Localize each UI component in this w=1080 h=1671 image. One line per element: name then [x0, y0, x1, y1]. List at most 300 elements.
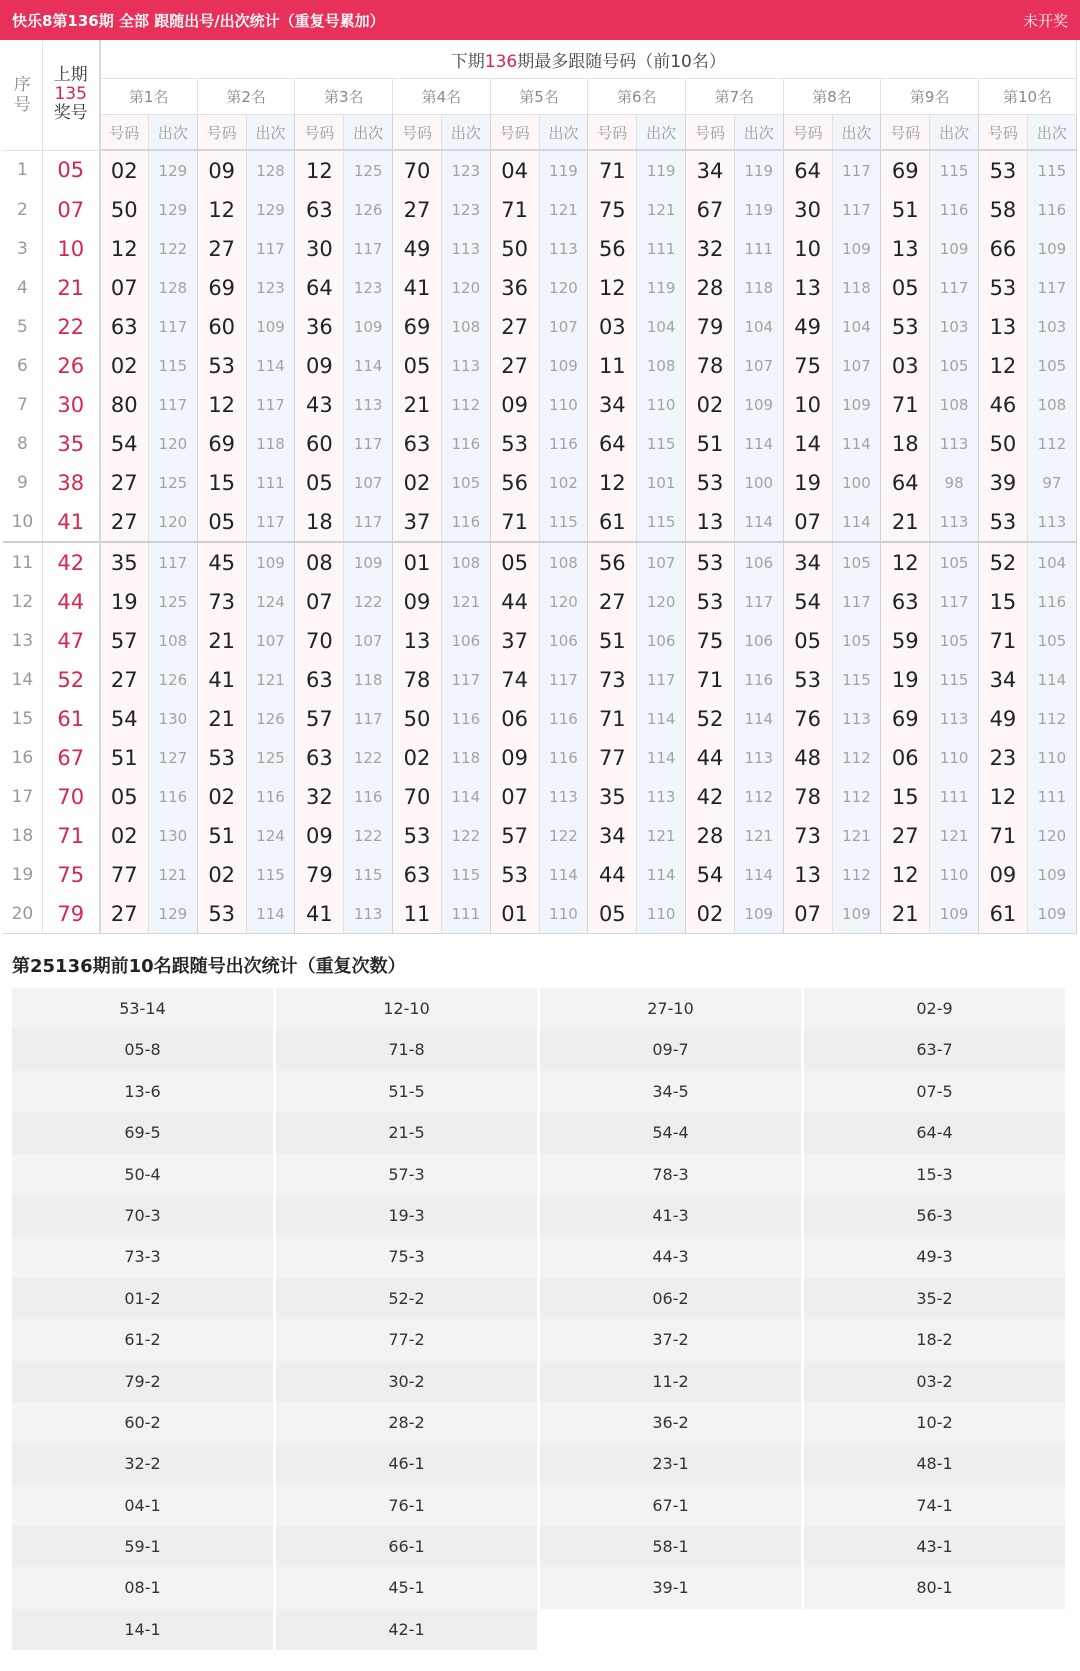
follow-count: 111	[637, 229, 686, 268]
stats-item: 75-3	[276, 1236, 540, 1277]
follow-count: 120	[148, 424, 197, 463]
follow-count: 114	[734, 855, 783, 894]
follow-count: 117	[832, 150, 881, 190]
follow-count: 130	[148, 816, 197, 855]
follow-count: 118	[734, 268, 783, 307]
follow-number: 53	[490, 424, 539, 463]
follow-number: 05	[490, 542, 539, 582]
follow-number: 53	[783, 660, 832, 699]
follow-number: 12	[881, 855, 930, 894]
count-subheader: 出次	[1027, 115, 1076, 151]
follow-number: 75	[588, 190, 637, 229]
follow-number: 05	[295, 463, 344, 502]
follow-count: 114	[539, 855, 588, 894]
follow-count: 126	[344, 190, 393, 229]
follow-count: 120	[539, 268, 588, 307]
follow-count: 116	[441, 699, 490, 738]
follow-number: 54	[686, 855, 735, 894]
stats-item: 39-1	[540, 1567, 804, 1608]
number-subheader: 号码	[588, 115, 637, 151]
row-seq: 5	[3, 307, 42, 346]
stats-item: 32-2	[12, 1443, 276, 1484]
follow-count: 121	[246, 660, 295, 699]
follow-number: 69	[393, 307, 442, 346]
rank-header: 第9名	[881, 79, 979, 115]
follow-number: 60	[295, 424, 344, 463]
follow-number: 05	[197, 502, 246, 542]
follow-number: 12	[197, 385, 246, 424]
follow-count: 122	[344, 738, 393, 777]
follow-number: 53	[881, 307, 930, 346]
follow-number: 66	[979, 229, 1028, 268]
follow-count: 114	[832, 502, 881, 542]
follow-number: 32	[686, 229, 735, 268]
follow-count: 115	[930, 150, 979, 190]
follow-number: 12	[588, 268, 637, 307]
follow-count: 113	[539, 229, 588, 268]
table-row	[3, 660, 1077, 699]
follow-number: 54	[783, 582, 832, 621]
follow-count: 109	[930, 894, 979, 934]
stats-item: 44-3	[540, 1236, 804, 1277]
prev-number: 47	[42, 621, 99, 660]
follow-number: 27	[100, 660, 149, 699]
follow-count: 122	[441, 816, 490, 855]
follow-count: 120	[1027, 816, 1076, 855]
follow-count: 117	[246, 229, 295, 268]
follow-count: 112	[441, 385, 490, 424]
prev-number: 38	[42, 463, 99, 502]
follow-number: 63	[393, 855, 442, 894]
stats-item: 36-2	[540, 1402, 804, 1443]
stats-item: 05-8	[12, 1029, 276, 1070]
rank-header: 第3名	[295, 79, 393, 115]
follow-number: 69	[881, 699, 930, 738]
follow-count: 117	[344, 699, 393, 738]
stats-item: 34-5	[540, 1071, 804, 1112]
stats-item: 21-5	[276, 1112, 540, 1153]
follow-number: 34	[979, 660, 1028, 699]
follow-count: 120	[441, 268, 490, 307]
follow-number: 77	[100, 855, 149, 894]
stats-item: 80-1	[804, 1567, 1068, 1608]
follow-number: 02	[393, 738, 442, 777]
follow-count: 117	[539, 660, 588, 699]
follow-number: 09	[979, 855, 1028, 894]
prev-number: 21	[42, 268, 99, 307]
follow-count: 121	[539, 190, 588, 229]
row-seq: 15	[3, 699, 42, 738]
follow-number: 05	[881, 268, 930, 307]
follow-count: 125	[344, 150, 393, 190]
follow-number: 35	[100, 542, 149, 582]
prev-number: 30	[42, 385, 99, 424]
follow-number: 36	[490, 268, 539, 307]
follow-count: 105	[441, 463, 490, 502]
follow-count: 106	[734, 542, 783, 582]
stats-grid	[12, 988, 1068, 1650]
table-row	[3, 190, 1077, 229]
rank-header: 第7名	[686, 79, 784, 115]
stats-item: 02-9	[804, 988, 1068, 1029]
stats-item: 69-5	[12, 1112, 276, 1153]
follow-count: 110	[637, 894, 686, 934]
follow-count: 117	[930, 268, 979, 307]
follow-count: 101	[637, 463, 686, 502]
follow-count: 105	[1027, 346, 1076, 385]
follow-number: 63	[295, 738, 344, 777]
follow-number: 57	[490, 816, 539, 855]
follow-number: 13	[979, 307, 1028, 346]
follow-number: 77	[588, 738, 637, 777]
follow-number: 09	[295, 346, 344, 385]
follow-number: 13	[783, 268, 832, 307]
count-subheader: 出次	[441, 115, 490, 151]
follow-count: 111	[441, 894, 490, 934]
stats-item: 19-3	[276, 1195, 540, 1236]
count-subheader: 出次	[344, 115, 393, 151]
follow-number: 53	[686, 463, 735, 502]
prev-number: 26	[42, 346, 99, 385]
follow-number: 02	[100, 816, 149, 855]
follow-count: 118	[246, 424, 295, 463]
follow-count: 115	[930, 660, 979, 699]
follow-count: 109	[344, 542, 393, 582]
stats-item: 13-6	[12, 1071, 276, 1112]
follow-number: 70	[393, 777, 442, 816]
stats-item: 77-2	[276, 1319, 540, 1360]
follow-count: 111	[930, 777, 979, 816]
number-subheader: 号码	[979, 115, 1028, 151]
follow-number: 52	[979, 542, 1028, 582]
follow-count: 109	[832, 385, 881, 424]
rank-header: 第6名	[588, 79, 686, 115]
follow-number: 02	[100, 346, 149, 385]
table-row	[3, 894, 1077, 934]
follow-number: 01	[393, 542, 442, 582]
follow-number: 41	[197, 660, 246, 699]
follow-number: 50	[100, 190, 149, 229]
follow-count: 112	[1027, 699, 1076, 738]
follow-number: 49	[979, 699, 1028, 738]
follow-count: 107	[344, 463, 393, 502]
follow-number: 01	[490, 894, 539, 934]
table-row	[3, 150, 1077, 190]
follow-count: 119	[637, 150, 686, 190]
stats-item: 58-1	[540, 1526, 804, 1567]
follow-number: 32	[295, 777, 344, 816]
follow-count: 97	[1027, 463, 1076, 502]
follow-count: 115	[637, 502, 686, 542]
stats-item: 01-2	[12, 1278, 276, 1319]
follow-count: 113	[637, 777, 686, 816]
prev-number: 79	[42, 894, 99, 934]
follow-number: 56	[588, 542, 637, 582]
stats-item: 74-1	[804, 1485, 1068, 1526]
follow-number: 21	[197, 699, 246, 738]
follow-count: 114	[246, 346, 295, 385]
follow-count: 113	[930, 699, 979, 738]
follow-number: 12	[881, 542, 930, 582]
follow-count: 114	[637, 699, 686, 738]
stats-item: 79-2	[12, 1361, 276, 1402]
follow-number: 53	[490, 855, 539, 894]
follow-number: 57	[100, 621, 149, 660]
table-row	[3, 621, 1077, 660]
rank-header: 第10名	[979, 79, 1077, 115]
follow-count: 124	[246, 582, 295, 621]
follow-number: 49	[783, 307, 832, 346]
follow-number: 79	[686, 307, 735, 346]
row-seq: 13	[3, 621, 42, 660]
follow-number: 67	[686, 190, 735, 229]
stats-item: 53-14	[12, 988, 276, 1029]
follow-number: 07	[490, 777, 539, 816]
follow-number: 04	[490, 150, 539, 190]
follow-count: 110	[930, 738, 979, 777]
row-seq: 14	[3, 660, 42, 699]
follow-count: 128	[148, 268, 197, 307]
stats-title: 第25136期前10名跟随号出次统计（重复次数）	[12, 956, 406, 977]
prev-number: 75	[42, 855, 99, 894]
follow-number: 71	[979, 816, 1028, 855]
follow-number: 05	[588, 894, 637, 934]
follow-count: 106	[637, 621, 686, 660]
prev-number: 07	[42, 190, 99, 229]
table-row	[3, 502, 1077, 542]
stats-item: 76-1	[276, 1485, 540, 1526]
follow-count: 122	[148, 229, 197, 268]
follow-count: 115	[1027, 150, 1076, 190]
follow-number: 19	[881, 660, 930, 699]
follow-number: 63	[393, 424, 442, 463]
follow-count: 120	[148, 502, 197, 542]
table-row	[3, 816, 1077, 855]
follow-number: 46	[979, 385, 1028, 424]
follow-number: 34	[686, 150, 735, 190]
follow-count: 118	[832, 268, 881, 307]
follow-number: 34	[588, 816, 637, 855]
seq-header: 序号	[3, 40, 42, 150]
follow-count: 110	[539, 385, 588, 424]
follow-number: 02	[686, 894, 735, 934]
follow-count: 116	[441, 424, 490, 463]
follow-count: 111	[246, 463, 295, 502]
follow-number: 15	[979, 582, 1028, 621]
follow-count: 105	[1027, 621, 1076, 660]
number-subheader: 号码	[197, 115, 246, 151]
follow-count: 109	[344, 307, 393, 346]
follow-number: 69	[197, 268, 246, 307]
stats-item: 66-1	[276, 1526, 540, 1567]
follow-number: 12	[295, 150, 344, 190]
follow-count: 117	[148, 542, 197, 582]
follow-number: 30	[783, 190, 832, 229]
number-subheader: 号码	[393, 115, 442, 151]
follow-number: 60	[197, 307, 246, 346]
follow-count: 110	[637, 385, 686, 424]
follow-number: 02	[197, 777, 246, 816]
stats-item: 60-2	[12, 1402, 276, 1443]
stats-item: 14-1	[12, 1609, 276, 1650]
follow-count: 107	[344, 621, 393, 660]
follow-count: 121	[637, 816, 686, 855]
follow-number: 49	[393, 229, 442, 268]
stats-item: 10-2	[804, 1402, 1068, 1443]
follow-number: 02	[197, 855, 246, 894]
follow-count: 123	[246, 268, 295, 307]
follow-count: 104	[637, 307, 686, 346]
prev-number: 70	[42, 777, 99, 816]
count-subheader: 出次	[832, 115, 881, 151]
follow-number: 09	[490, 385, 539, 424]
follow-number: 70	[295, 621, 344, 660]
follow-count: 114	[441, 777, 490, 816]
follow-count: 113	[832, 699, 881, 738]
follow-count: 117	[832, 190, 881, 229]
follow-number: 50	[490, 229, 539, 268]
follow-count: 105	[930, 621, 979, 660]
follow-count: 111	[1027, 777, 1076, 816]
follow-number: 09	[393, 582, 442, 621]
stats-item: 56-3	[804, 1195, 1068, 1236]
follow-number: 10	[783, 385, 832, 424]
follow-count: 117	[148, 307, 197, 346]
table-row	[3, 777, 1077, 816]
follow-number: 05	[100, 777, 149, 816]
follow-number: 44	[686, 738, 735, 777]
follow-number: 09	[197, 150, 246, 190]
follow-number: 70	[393, 150, 442, 190]
follow-number: 19	[100, 582, 149, 621]
follow-count: 109	[1027, 894, 1076, 934]
follow-count: 123	[441, 150, 490, 190]
follow-number: 51	[197, 816, 246, 855]
follow-count: 114	[734, 424, 783, 463]
follow-number: 12	[197, 190, 246, 229]
follow-number: 53	[979, 150, 1028, 190]
follow-number: 21	[881, 894, 930, 934]
follow-count: 121	[637, 190, 686, 229]
follow-count: 105	[930, 542, 979, 582]
follow-count: 116	[539, 424, 588, 463]
follow-number: 73	[197, 582, 246, 621]
follow-number: 80	[100, 385, 149, 424]
follow-count: 103	[930, 307, 979, 346]
follow-number: 07	[295, 582, 344, 621]
follow-number: 51	[100, 738, 149, 777]
stats-item: 15-3	[804, 1154, 1068, 1195]
row-seq: 9	[3, 463, 42, 502]
follow-count: 125	[148, 463, 197, 502]
follow-number: 71	[686, 660, 735, 699]
follow-number: 08	[295, 542, 344, 582]
follow-number: 13	[783, 855, 832, 894]
follow-number: 30	[295, 229, 344, 268]
stats-item: 04-1	[12, 1485, 276, 1526]
follow-number: 53	[979, 268, 1028, 307]
follow-count: 110	[930, 855, 979, 894]
follow-count: 119	[637, 268, 686, 307]
follow-number: 71	[881, 385, 930, 424]
rank-header: 第1名	[100, 79, 198, 115]
follow-number: 11	[393, 894, 442, 934]
stats-item: 03-2	[804, 1361, 1068, 1402]
follow-count: 113	[734, 738, 783, 777]
follow-number: 19	[783, 463, 832, 502]
follow-count: 115	[148, 346, 197, 385]
follow-count: 116	[930, 190, 979, 229]
follow-count: 108	[930, 385, 979, 424]
follow-number: 57	[295, 699, 344, 738]
follow-count: 109	[734, 385, 783, 424]
stats-item: 06-2	[540, 1278, 804, 1319]
stats-item: 52-2	[276, 1278, 540, 1319]
stats-item: 59-1	[12, 1526, 276, 1567]
follow-count: 117	[832, 582, 881, 621]
follow-count: 115	[832, 660, 881, 699]
stats-item: 71-8	[276, 1029, 540, 1070]
follow-count: 114	[637, 855, 686, 894]
row-seq: 7	[3, 385, 42, 424]
follow-number: 78	[393, 660, 442, 699]
stats-item: 37-2	[540, 1319, 804, 1360]
prev-header: 上期 135 奖号	[42, 40, 99, 150]
row-seq: 12	[3, 582, 42, 621]
follow-count: 109	[1027, 229, 1076, 268]
follow-count: 100	[734, 463, 783, 502]
follow-number: 69	[881, 150, 930, 190]
follow-count: 112	[832, 777, 881, 816]
follow-count: 112	[734, 777, 783, 816]
follow-count: 116	[1027, 190, 1076, 229]
follow-number: 43	[295, 385, 344, 424]
follow-number: 28	[686, 816, 735, 855]
follow-number: 63	[881, 582, 930, 621]
follow-number: 34	[588, 385, 637, 424]
follow-count: 105	[832, 621, 881, 660]
stats-item: 49-3	[804, 1236, 1068, 1277]
number-subheader: 号码	[881, 115, 930, 151]
follow-number: 75	[686, 621, 735, 660]
follow-number: 69	[197, 424, 246, 463]
count-subheader: 出次	[539, 115, 588, 151]
rank-header: 第8名	[783, 79, 881, 115]
prev-number: 67	[42, 738, 99, 777]
follow-count: 127	[148, 738, 197, 777]
row-seq: 16	[3, 738, 42, 777]
follow-count: 106	[441, 621, 490, 660]
follow-count: 129	[148, 190, 197, 229]
follow-count: 128	[246, 150, 295, 190]
table-row	[3, 542, 1077, 582]
follow-number: 09	[490, 738, 539, 777]
follow-count: 114	[246, 894, 295, 934]
table-row	[3, 268, 1077, 307]
follow-count: 112	[1027, 424, 1076, 463]
follow-number: 34	[783, 542, 832, 582]
follow-count: 117	[148, 385, 197, 424]
follow-number: 50	[393, 699, 442, 738]
follow-number: 36	[295, 307, 344, 346]
stats-item: 73-3	[12, 1236, 276, 1277]
rank-header: 第2名	[197, 79, 295, 115]
stats-item: 35-2	[804, 1278, 1068, 1319]
count-subheader: 出次	[246, 115, 295, 151]
stats-item: 23-1	[540, 1443, 804, 1484]
row-seq: 8	[3, 424, 42, 463]
follow-number: 05	[783, 621, 832, 660]
